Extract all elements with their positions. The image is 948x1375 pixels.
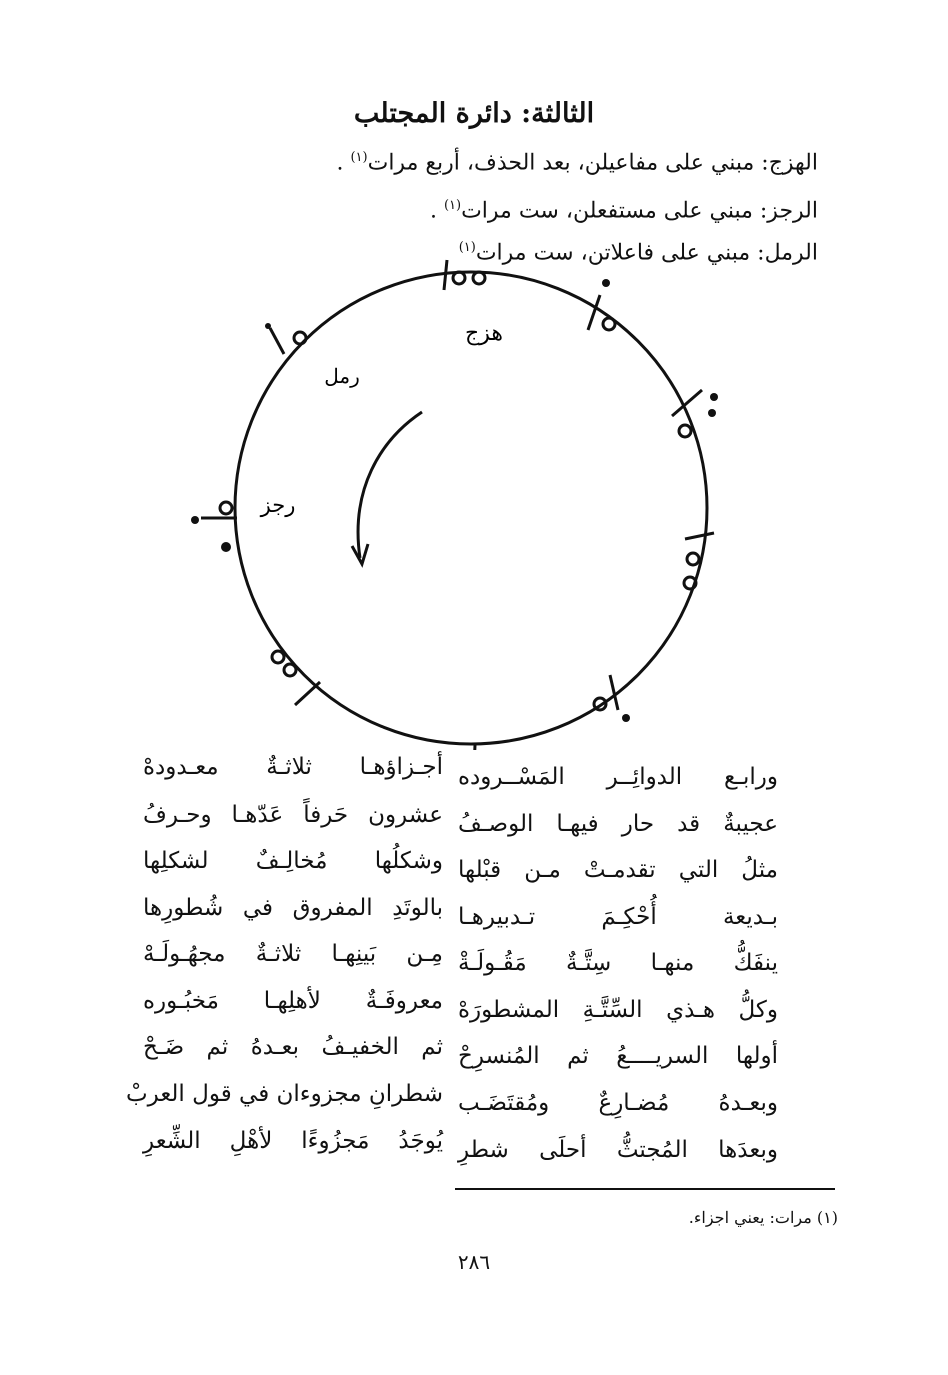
footnote: (١) مرات: يعني اجزاء.	[688, 1208, 838, 1227]
mark-ne-line	[588, 295, 600, 330]
footnote-divider	[455, 1188, 835, 1190]
verse-left-2: عشرون حَرفاً عَدّهـا وحـرفُ	[143, 802, 443, 828]
verse-left-7: ثم الخفيـفُ بعـدهُ ثم ضَـحْ	[143, 1034, 443, 1060]
verse-left-8: شطرانِ مجزوءان في قول العربْ	[125, 1081, 443, 1107]
footnote-marker: (١)	[350, 150, 368, 165]
verse-right-9: وبعدَها المُجتثُّ أحلَى شطرِ	[458, 1137, 778, 1163]
verse-right-4: بـديعة أُحْكِـمَ تـدبيرهـا	[458, 904, 778, 930]
footnote-marker: (١)	[443, 198, 462, 213]
rotation-arrow	[358, 412, 422, 558]
mark-sw-o1	[272, 651, 284, 663]
verse-left-4: بالوتَدِ المفروق في شُطورِها	[143, 895, 443, 921]
mark-e2-o1	[687, 553, 699, 565]
verse-left-1: أجـزاؤهـا ثلاثـةٌ معـدودهْ	[143, 754, 443, 780]
meter-line-rajaz	[430, 198, 818, 223]
mark-ne-o	[603, 318, 615, 330]
mark-bottom-line	[474, 745, 475, 750]
meter-text: الرجز: مبني على مستفعلن، ست مرات	[461, 198, 818, 224]
mark-nw-o	[294, 332, 306, 344]
mark-nw-line	[270, 328, 284, 354]
mark-top-o2	[473, 272, 485, 284]
verse-left-9: يُوجَدُ مَجزُوءًا لأهْلِ الشِّعرِ	[143, 1128, 443, 1154]
meter-text: الهزج: مبني على مفاعيلن، بعد الحذف، أربع مرات	[367, 150, 818, 176]
meter-text: الرمل: مبني على فاعلاتن، ست مرات	[475, 240, 818, 266]
page-number: ٢٨٦	[457, 1250, 491, 1274]
mark-e2-line	[685, 533, 714, 539]
mark-sw-line	[295, 682, 320, 705]
meter-end: .	[336, 150, 344, 176]
verse-right-3: مثلُ التي تقدمـتْ مـن قبْلها	[458, 857, 778, 883]
mark-e1-o	[679, 425, 691, 437]
page-title: الثالثة: دائرة المجتلب	[353, 98, 595, 129]
label-hazaj: هزج	[465, 321, 503, 346]
verse-left-6: معروفَـةٌ لأهلِهـا مَخبُـوره	[143, 988, 443, 1014]
verse-right-7: أولها السريــــعُ ثم المُنسرِحْ	[458, 1043, 778, 1069]
verse-right-2: عجيبةٌ قد حار فيهـا الوصـفُ	[458, 811, 778, 837]
mark-sw-o2	[284, 664, 296, 676]
verse-left-3: وشكلُها مُخالِـفٌ لشكلِها	[143, 848, 443, 874]
meter-circle-diagram	[150, 250, 790, 750]
mark-w-o	[220, 502, 232, 514]
verse-left-5: مِـن بَينِهـا ثلاثـةٌ مجهُـولَـهْ	[143, 941, 443, 967]
label-ramal: رمل	[324, 364, 360, 388]
verse-right-8: وبعـدهُ مُضـارِعٌ ومُقتَضَـب	[458, 1090, 778, 1116]
verse-right-6: وكلُّ هـذي السِّتَّـةِ المشطورَهْ	[458, 997, 778, 1023]
verse-right-1: ورابـع الدوائِــر المَسْــروده	[458, 764, 778, 790]
label-rajaz: رجز	[260, 493, 296, 517]
mark-top-line	[444, 260, 447, 290]
verse-right-5: ينفَكُّ منهـا سِتَّـةٌ مَقُـولَـةْ	[458, 950, 778, 976]
meter-end: .	[429, 198, 437, 224]
footnote-marker: (١)	[458, 240, 476, 255]
meter-line-hazaj	[336, 150, 818, 175]
